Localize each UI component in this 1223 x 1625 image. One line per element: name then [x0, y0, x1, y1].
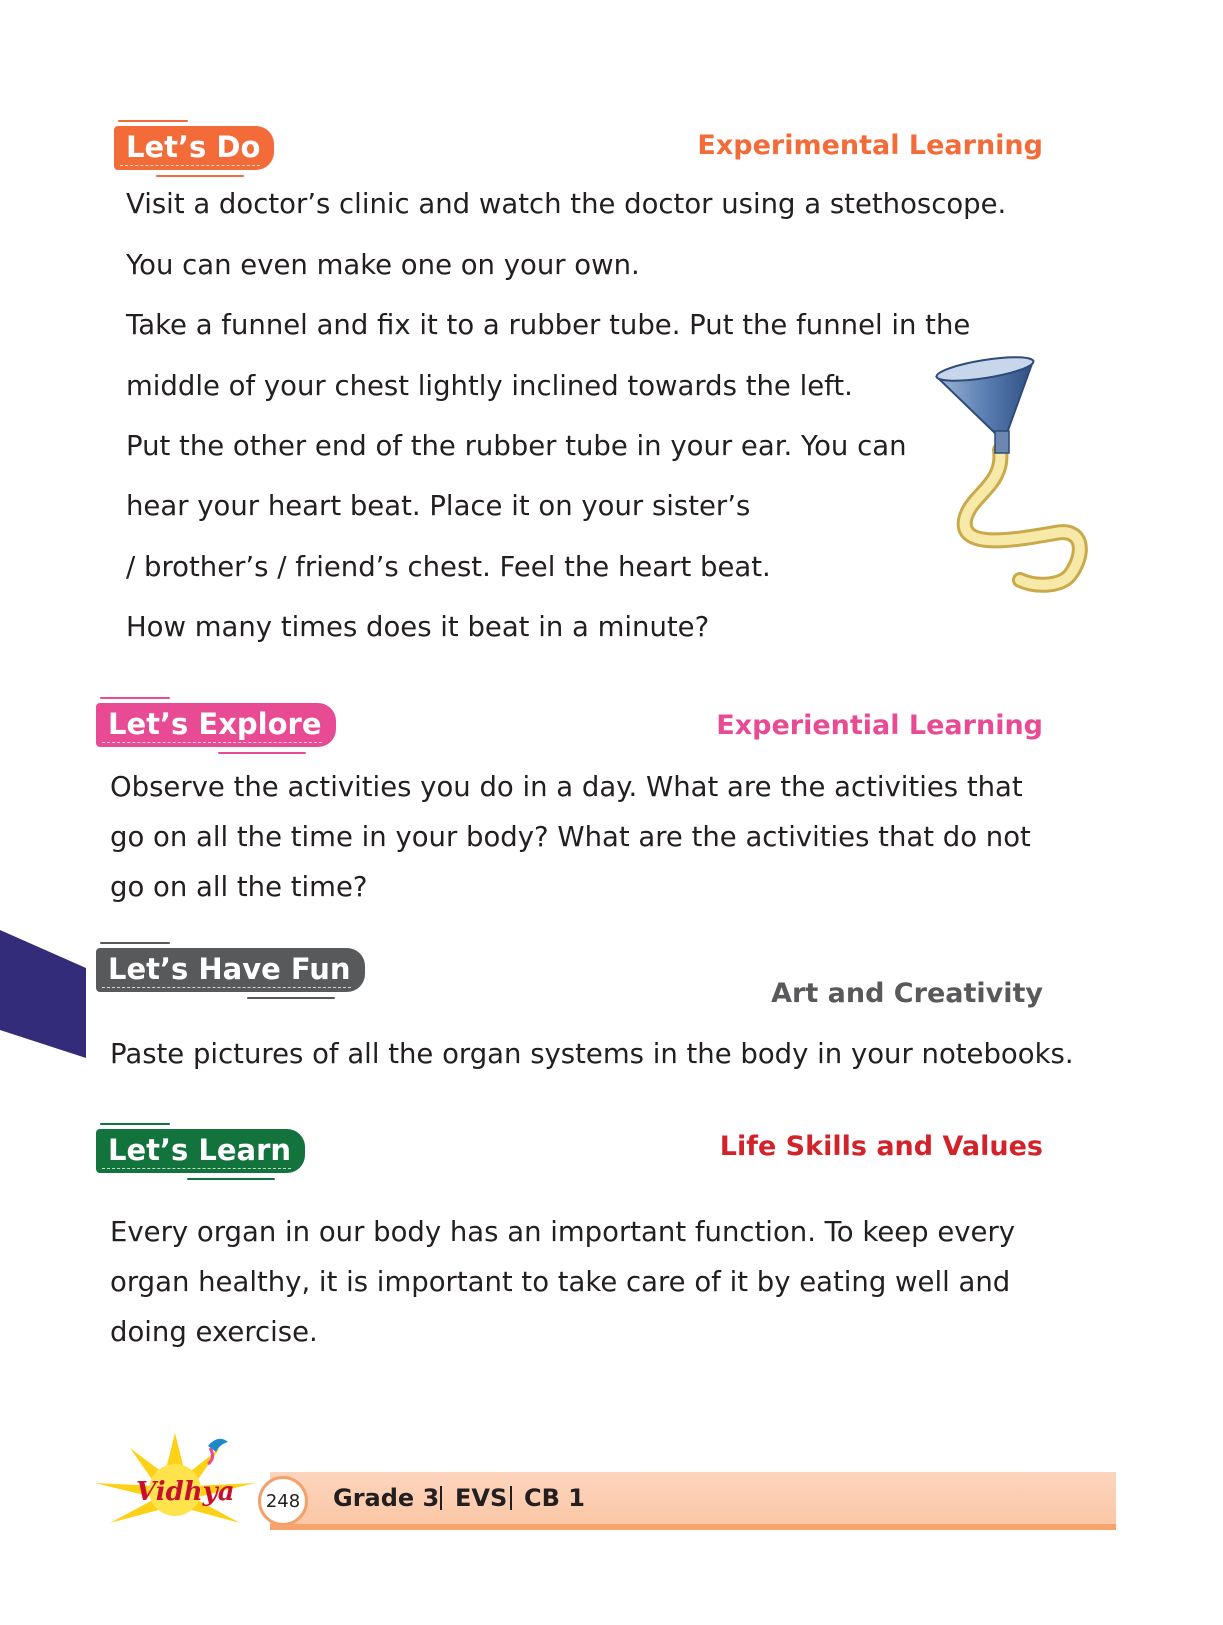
- do-line-6: hear your heart beat. Place it on your sister’s: [126, 490, 751, 522]
- do-line-5: Put the other end of the rubber tube in your ear. You can: [126, 430, 907, 462]
- funnel-stethoscope-icon: [935, 355, 1105, 605]
- page-number: 248: [258, 1476, 308, 1526]
- life-skills-tag: Life Skills and Values: [719, 1131, 1043, 1162]
- footer-grade: Grade 3: [333, 1484, 440, 1512]
- learn-line-1: Every organ in our body has an important function. To keep every: [110, 1216, 1016, 1248]
- side-accent-shape: [0, 930, 90, 1060]
- vidhya-logo-text: Vidhya: [136, 1477, 235, 1507]
- footer-subject: EVS: [455, 1484, 508, 1512]
- footer-separator: [440, 1486, 442, 1510]
- learn-line-2: organ healthy, it is important to take care of it by eating well and: [110, 1266, 1011, 1298]
- footer-book: CB 1: [524, 1484, 585, 1512]
- lets-explore-badge: Let’s Explore: [96, 703, 336, 747]
- footer-separator: [510, 1486, 512, 1510]
- do-line-7: / brother’s / friend’s chest. Feel the heart beat.: [126, 551, 771, 583]
- fun-line-1: Paste pictures of all the organ systems in the body in your notebooks.: [110, 1038, 1074, 1070]
- explore-line-2: go on all the time in your body? What are the activities that do not: [110, 821, 1031, 853]
- lets-learn-badge: Let’s Learn: [96, 1129, 305, 1173]
- learn-line-3: doing exercise.: [110, 1316, 318, 1348]
- experiential-learning-tag: Experiential Learning: [716, 710, 1043, 741]
- do-line-8: How many times does it beat in a minute?: [126, 611, 710, 643]
- lets-have-fun-badge: Let’s Have Fun: [96, 948, 365, 992]
- footer-bar-accent: [270, 1524, 1116, 1530]
- do-line-4: middle of your chest lightly inclined towards the left.: [126, 370, 853, 402]
- art-creativity-tag: Art and Creativity: [771, 978, 1043, 1009]
- do-line-3: Take a funnel and fix it to a rubber tube. Put the funnel in the: [126, 309, 971, 341]
- lets-do-badge: Let’s Do: [114, 126, 274, 170]
- explore-line-3: go on all the time?: [110, 871, 368, 903]
- do-line-2: You can even make one on your own.: [126, 249, 640, 281]
- do-line-1: Visit a doctor’s clinic and watch the doctor using a stethoscope.: [126, 188, 1007, 220]
- explore-line-1: Observe the activities you do in a day. What are the activities that: [110, 771, 1023, 803]
- experimental-learning-tag: Experimental Learning: [697, 130, 1043, 161]
- vidhya-logo: [90, 1428, 260, 1538]
